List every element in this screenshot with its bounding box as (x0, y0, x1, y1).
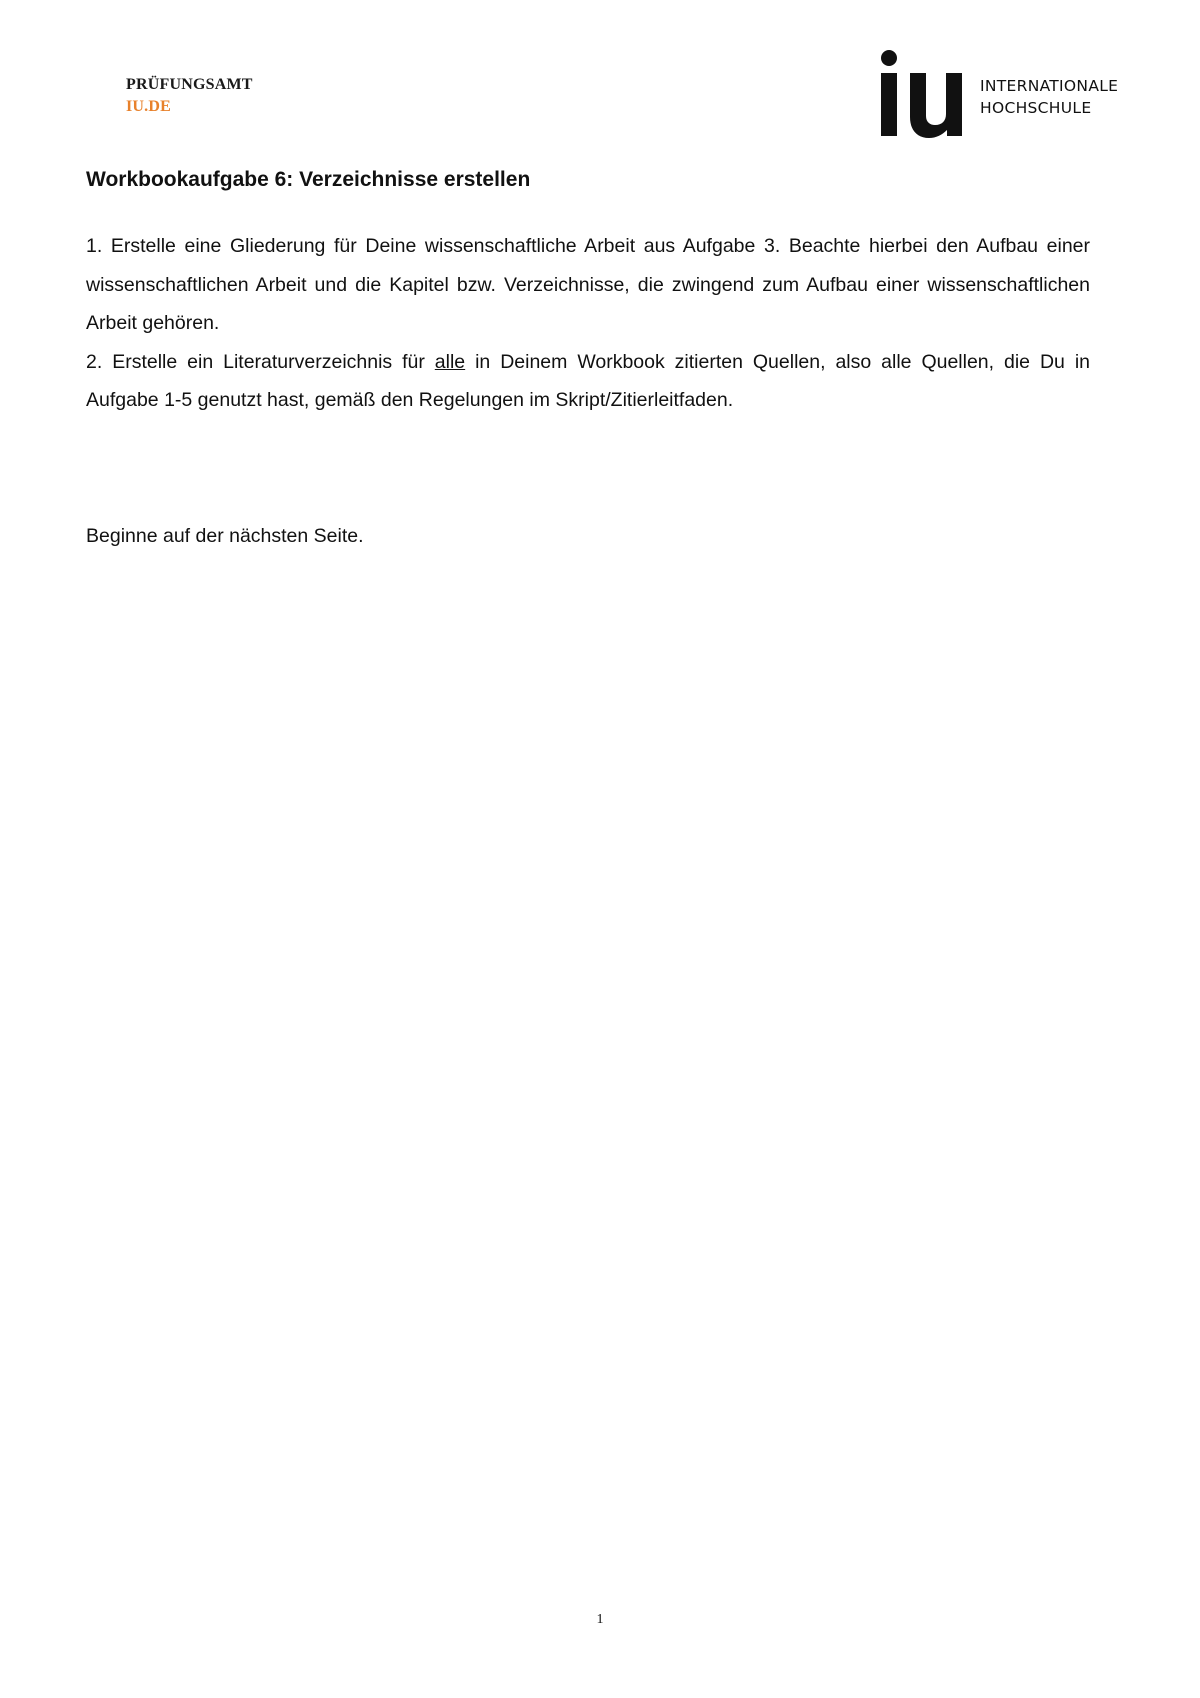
department-label: PRÜFUNGSAMT (126, 76, 253, 93)
task-item-2-end: in Deinem Workbook zitierten Quellen, also alle Quellen, die Du in Aufgabe 1-5 genutzt hast, gemäß den Regelungen im Skript/Zitierleitfaden. (86, 350, 1090, 412)
exam-office-header (126, 74, 253, 118)
task-item-2 (86, 343, 1090, 420)
logo-line-2: HOCHSCHULE (980, 99, 1092, 117)
page-number: 1 (596, 1612, 604, 1627)
task-item-2-start: 2. Erstelle ein Literaturverzeichnis für (86, 350, 435, 373)
logo-wordmark (980, 75, 1118, 119)
page-title: Workbookaufgabe 6: Verzeichnisse erstellen (86, 168, 531, 191)
document-body (86, 166, 1090, 556)
iu-logo-mark (880, 50, 970, 142)
iu-logo (880, 50, 1140, 142)
underlined-word: alle (434, 350, 466, 373)
logo-line-1: INTERNATIONALE (980, 77, 1119, 95)
task-item-1: 1. Erstelle eine Gliederung für Deine wissenschaftliche Arbeit aus Aufgabe 3. Beachte hierbei den Aufbau einer wissenschaftlichen Arbeit und die Kapitel bzw. Verzeichnisse, die zwingend zum Aufbau einer wissenschaftlichen Arbeit gehören. (86, 235, 1090, 335)
start-note: Beginne auf der nächsten Seite. (86, 524, 364, 547)
domain-label: IU.DE (126, 98, 172, 115)
